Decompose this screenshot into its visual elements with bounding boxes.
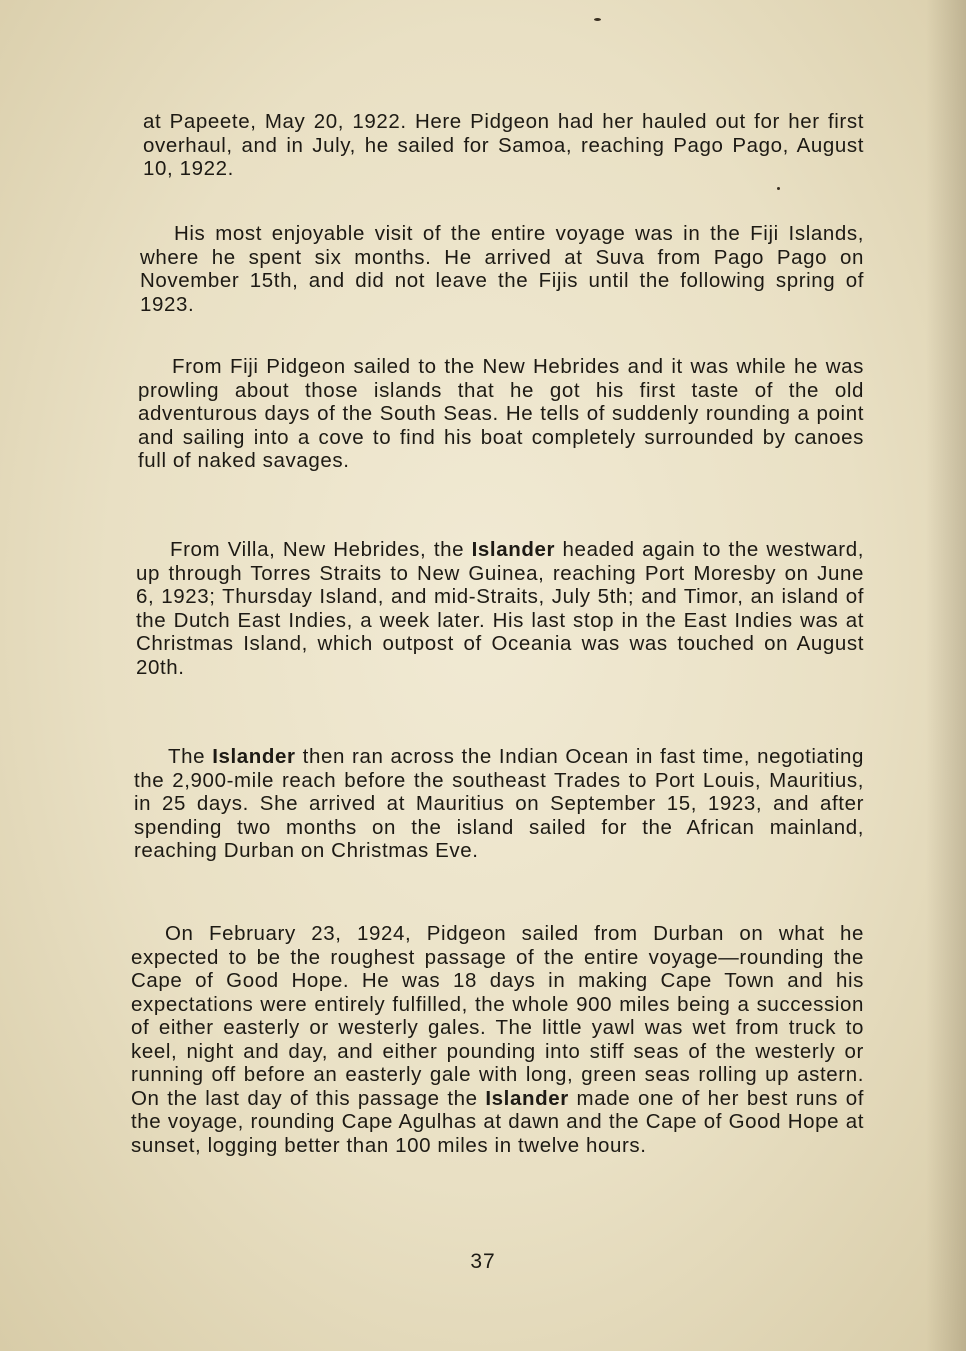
paragraph-papeete: [143, 110, 864, 181]
paragraph-text-before: From Villa, New Hebrides, the: [170, 538, 472, 561]
paragraph-text-after: made one of her best runs of the voyage, rounding Cape Agulhas at dawn and the Cape of Good Hope at sunset, logging better than 100 miles in twelve hours.: [131, 1086, 865, 1157]
paragraph-text-after: then ran across the Indian Ocean in fast time, negotiating the 2,900-mile reach before the southeast Trades to Port Louis, Mauritius, in 25 days. She arrived at Mauritius on September 15, 1923, and after spending two months on the island sailed for the African mainland, reaching Durban on Christmas Eve.: [134, 745, 864, 862]
vessel-name: Islander: [485, 1086, 569, 1110]
paragraph-text: at Papeete, May 20, 1922. Here Pidgeon had her hauled out for her first overhaul, and in July, he sailed for Samoa, reaching Pago Pago, August 10, 1922.: [143, 110, 864, 180]
paragraph-durban: [131, 922, 864, 1157]
paragraph-new-hebrides: [138, 355, 864, 473]
ink-speck: [594, 18, 601, 21]
paragraph-fiji: [140, 222, 864, 316]
page-number: 37: [470, 1250, 496, 1273]
paragraph-text-before: On February 23, 1924, Pidgeon sailed from Durban on what he expected to be the roughest passage of the entire voyage—rounding the Cape of Good Hope. He was 18 days in making Cape Town and his expectations were entirely fulfilled, the whole 900 miles being a succession of either easterly or westerly gales. The little yawl was wet from truck to keel, night and day, and either pounding into stiff seas of the westerly or running off before an easterly gale with long, green seas rolling up astern. On the last day of this passage the: [131, 922, 864, 1110]
vessel-name: Islander: [471, 538, 556, 561]
paragraph-text-after: headed again to the westward, up through Torres Straits to New Guinea, reaching Port Moresby on June 6, 1923; Thursday Island, and mid-Straits, July 5th; and Timor, an island of the Dutch East Indies, a week later. His last stop in the East Indies was at Christmas Island, which outpost of Oceania was was touched on August 20th.: [136, 538, 864, 679]
paragraph-text: His most enjoyable visit of the entire voyage was in the Fiji Islands, where he spent six months. He arrived at Suva from Pago Pago on November 15th, and did not leave the Fijis until the following spring of 1923.: [140, 222, 864, 316]
paragraph-indian-ocean: [134, 745, 864, 863]
paragraph-villa: [136, 538, 864, 679]
vessel-name: Islander: [212, 745, 296, 768]
paragraph-text-before: The: [168, 745, 213, 768]
ink-speck: [777, 187, 780, 190]
page-edge-shadow: [926, 0, 966, 1351]
paragraph-text: From Fiji Pidgeon sailed to the New Hebrides and it was while he was prowling about those islands that he got his first taste of the old adventurous days of the South Seas. He tells of suddenly rounding a point and sailing into a cove to find his boat completely surrounded by canoes full of naked savages.: [138, 355, 864, 472]
